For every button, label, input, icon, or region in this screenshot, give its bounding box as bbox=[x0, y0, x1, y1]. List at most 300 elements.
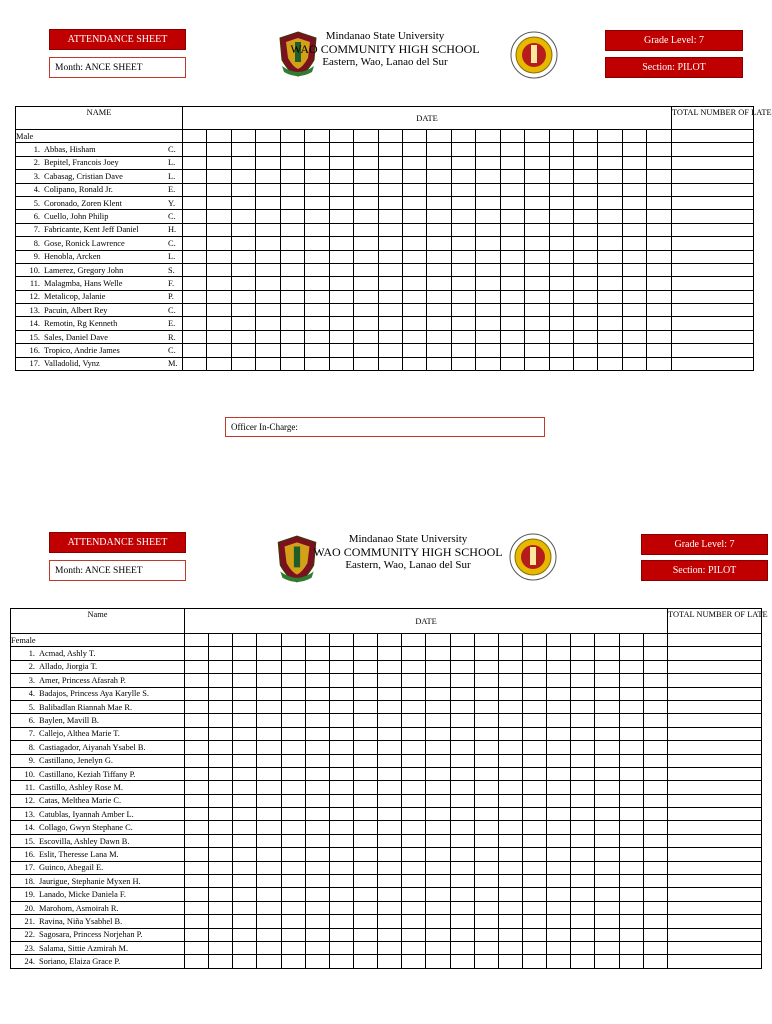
date-cell[interactable] bbox=[574, 223, 598, 236]
date-cell[interactable] bbox=[402, 357, 426, 370]
date-cell[interactable] bbox=[256, 210, 280, 223]
date-cell[interactable] bbox=[451, 357, 475, 370]
date-cell[interactable] bbox=[281, 727, 305, 740]
total-cell[interactable] bbox=[671, 330, 753, 343]
date-cell[interactable] bbox=[595, 901, 619, 914]
date-cell[interactable] bbox=[281, 794, 305, 807]
date-cell[interactable] bbox=[549, 223, 573, 236]
date-cell[interactable] bbox=[353, 821, 377, 834]
date-cell[interactable] bbox=[571, 727, 595, 740]
date-cell[interactable] bbox=[402, 344, 426, 357]
date-cell[interactable] bbox=[643, 834, 667, 847]
date-cell[interactable] bbox=[522, 834, 546, 847]
date-cell[interactable] bbox=[643, 647, 667, 660]
date-cell[interactable] bbox=[280, 250, 304, 263]
date-cell[interactable] bbox=[378, 915, 402, 928]
date-cell[interactable] bbox=[280, 183, 304, 196]
date-cell[interactable] bbox=[426, 888, 450, 901]
total-cell[interactable] bbox=[671, 237, 753, 250]
date-cell[interactable] bbox=[183, 156, 207, 169]
date-cell[interactable] bbox=[233, 928, 257, 941]
date-cell[interactable] bbox=[402, 767, 426, 780]
date-cell[interactable] bbox=[622, 156, 646, 169]
date-cell[interactable] bbox=[595, 808, 619, 821]
date-cell[interactable] bbox=[619, 781, 643, 794]
date-cell[interactable] bbox=[305, 130, 329, 143]
date-cell[interactable] bbox=[354, 210, 378, 223]
date-cell[interactable] bbox=[183, 223, 207, 236]
date-cell[interactable] bbox=[257, 861, 281, 874]
date-cell[interactable] bbox=[571, 794, 595, 807]
date-cell[interactable] bbox=[619, 714, 643, 727]
date-cell[interactable] bbox=[378, 344, 402, 357]
date-cell[interactable] bbox=[643, 767, 667, 780]
date-cell[interactable] bbox=[233, 674, 257, 687]
date-cell[interactable] bbox=[280, 357, 304, 370]
date-cell[interactable] bbox=[522, 634, 546, 647]
date-cell[interactable] bbox=[598, 344, 622, 357]
date-cell[interactable] bbox=[549, 250, 573, 263]
date-cell[interactable] bbox=[522, 928, 546, 941]
date-cell[interactable] bbox=[426, 915, 450, 928]
date-cell[interactable] bbox=[474, 821, 498, 834]
date-cell[interactable] bbox=[476, 130, 500, 143]
date-cell[interactable] bbox=[256, 344, 280, 357]
date-cell[interactable] bbox=[498, 754, 522, 767]
date-cell[interactable] bbox=[595, 700, 619, 713]
date-cell[interactable] bbox=[571, 647, 595, 660]
date-cell[interactable] bbox=[209, 674, 233, 687]
date-cell[interactable] bbox=[450, 714, 474, 727]
date-cell[interactable] bbox=[280, 170, 304, 183]
date-cell[interactable] bbox=[500, 290, 524, 303]
date-cell[interactable] bbox=[185, 941, 209, 954]
date-cell[interactable] bbox=[547, 794, 571, 807]
date-cell[interactable] bbox=[647, 357, 672, 370]
date-cell[interactable] bbox=[525, 304, 549, 317]
date-cell[interactable] bbox=[498, 767, 522, 780]
date-cell[interactable] bbox=[643, 915, 667, 928]
date-cell[interactable] bbox=[402, 848, 426, 861]
date-cell[interactable] bbox=[378, 941, 402, 954]
date-cell[interactable] bbox=[233, 955, 257, 968]
date-cell[interactable] bbox=[280, 210, 304, 223]
date-cell[interactable] bbox=[547, 741, 571, 754]
date-cell[interactable] bbox=[571, 660, 595, 673]
date-cell[interactable] bbox=[547, 674, 571, 687]
date-cell[interactable] bbox=[500, 196, 524, 209]
date-cell[interactable] bbox=[476, 223, 500, 236]
date-cell[interactable] bbox=[622, 223, 646, 236]
date-cell[interactable] bbox=[402, 727, 426, 740]
date-cell[interactable] bbox=[571, 834, 595, 847]
date-cell[interactable] bbox=[595, 714, 619, 727]
date-cell[interactable] bbox=[619, 794, 643, 807]
date-cell[interactable] bbox=[353, 794, 377, 807]
total-cell[interactable] bbox=[668, 834, 762, 847]
date-cell[interactable] bbox=[595, 915, 619, 928]
date-cell[interactable] bbox=[231, 130, 255, 143]
date-cell[interactable] bbox=[378, 634, 402, 647]
date-cell[interactable] bbox=[451, 183, 475, 196]
date-cell[interactable] bbox=[329, 727, 353, 740]
date-cell[interactable] bbox=[451, 143, 475, 156]
date-cell[interactable] bbox=[643, 901, 667, 914]
date-cell[interactable] bbox=[207, 130, 231, 143]
date-cell[interactable] bbox=[329, 277, 353, 290]
date-cell[interactable] bbox=[281, 901, 305, 914]
date-cell[interactable] bbox=[643, 727, 667, 740]
date-cell[interactable] bbox=[257, 687, 281, 700]
date-cell[interactable] bbox=[547, 767, 571, 780]
date-cell[interactable] bbox=[329, 660, 353, 673]
date-cell[interactable] bbox=[474, 781, 498, 794]
date-cell[interactable] bbox=[427, 344, 451, 357]
date-cell[interactable] bbox=[426, 928, 450, 941]
date-cell[interactable] bbox=[233, 848, 257, 861]
date-cell[interactable] bbox=[595, 767, 619, 780]
date-cell[interactable] bbox=[257, 781, 281, 794]
date-cell[interactable] bbox=[353, 901, 377, 914]
date-cell[interactable] bbox=[500, 143, 524, 156]
date-cell[interactable] bbox=[476, 277, 500, 290]
date-cell[interactable] bbox=[305, 794, 329, 807]
date-cell[interactable] bbox=[450, 700, 474, 713]
date-cell[interactable] bbox=[183, 143, 207, 156]
date-cell[interactable] bbox=[257, 821, 281, 834]
date-cell[interactable] bbox=[354, 223, 378, 236]
date-cell[interactable] bbox=[500, 330, 524, 343]
date-cell[interactable] bbox=[525, 317, 549, 330]
date-cell[interactable] bbox=[207, 156, 231, 169]
date-cell[interactable] bbox=[498, 861, 522, 874]
total-cell[interactable] bbox=[671, 130, 753, 143]
date-cell[interactable] bbox=[353, 808, 377, 821]
date-cell[interactable] bbox=[281, 741, 305, 754]
date-cell[interactable] bbox=[185, 808, 209, 821]
date-cell[interactable] bbox=[451, 223, 475, 236]
date-cell[interactable] bbox=[257, 928, 281, 941]
date-cell[interactable] bbox=[281, 714, 305, 727]
date-cell[interactable] bbox=[619, 687, 643, 700]
date-cell[interactable] bbox=[522, 848, 546, 861]
date-cell[interactable] bbox=[498, 727, 522, 740]
date-cell[interactable] bbox=[329, 915, 353, 928]
date-cell[interactable] bbox=[402, 754, 426, 767]
date-cell[interactable] bbox=[525, 237, 549, 250]
date-cell[interactable] bbox=[498, 848, 522, 861]
date-cell[interactable] bbox=[402, 941, 426, 954]
date-cell[interactable] bbox=[476, 344, 500, 357]
date-cell[interactable] bbox=[574, 330, 598, 343]
date-cell[interactable] bbox=[329, 196, 353, 209]
date-cell[interactable] bbox=[353, 915, 377, 928]
date-cell[interactable] bbox=[574, 196, 598, 209]
total-cell[interactable] bbox=[668, 727, 762, 740]
date-cell[interactable] bbox=[354, 183, 378, 196]
date-cell[interactable] bbox=[595, 848, 619, 861]
date-cell[interactable] bbox=[595, 928, 619, 941]
date-cell[interactable] bbox=[378, 130, 402, 143]
date-cell[interactable] bbox=[571, 687, 595, 700]
date-cell[interactable] bbox=[522, 888, 546, 901]
date-cell[interactable] bbox=[595, 741, 619, 754]
total-cell[interactable] bbox=[668, 767, 762, 780]
date-cell[interactable] bbox=[329, 143, 353, 156]
date-cell[interactable] bbox=[426, 714, 450, 727]
date-cell[interactable] bbox=[209, 700, 233, 713]
date-cell[interactable] bbox=[547, 634, 571, 647]
date-cell[interactable] bbox=[329, 634, 353, 647]
date-cell[interactable] bbox=[498, 875, 522, 888]
date-cell[interactable] bbox=[353, 834, 377, 847]
date-cell[interactable] bbox=[281, 928, 305, 941]
date-cell[interactable] bbox=[281, 875, 305, 888]
date-cell[interactable] bbox=[354, 290, 378, 303]
date-cell[interactable] bbox=[498, 781, 522, 794]
date-cell[interactable] bbox=[643, 955, 667, 968]
date-cell[interactable] bbox=[402, 700, 426, 713]
date-cell[interactable] bbox=[233, 714, 257, 727]
date-cell[interactable] bbox=[622, 130, 646, 143]
date-cell[interactable] bbox=[500, 304, 524, 317]
date-cell[interactable] bbox=[525, 263, 549, 276]
date-cell[interactable] bbox=[474, 767, 498, 780]
date-cell[interactable] bbox=[474, 941, 498, 954]
date-cell[interactable] bbox=[427, 263, 451, 276]
date-cell[interactable] bbox=[647, 210, 672, 223]
date-cell[interactable] bbox=[231, 183, 255, 196]
date-cell[interactable] bbox=[574, 143, 598, 156]
date-cell[interactable] bbox=[402, 170, 426, 183]
date-cell[interactable] bbox=[305, 821, 329, 834]
date-cell[interactable] bbox=[474, 674, 498, 687]
date-cell[interactable] bbox=[474, 714, 498, 727]
total-cell[interactable] bbox=[668, 915, 762, 928]
date-cell[interactable] bbox=[498, 901, 522, 914]
date-cell[interactable] bbox=[207, 223, 231, 236]
date-cell[interactable] bbox=[305, 660, 329, 673]
date-cell[interactable] bbox=[450, 634, 474, 647]
date-cell[interactable] bbox=[598, 210, 622, 223]
date-cell[interactable] bbox=[256, 357, 280, 370]
date-cell[interactable] bbox=[280, 277, 304, 290]
date-cell[interactable] bbox=[549, 170, 573, 183]
date-cell[interactable] bbox=[547, 875, 571, 888]
date-cell[interactable] bbox=[525, 250, 549, 263]
date-cell[interactable] bbox=[622, 196, 646, 209]
date-cell[interactable] bbox=[256, 290, 280, 303]
date-cell[interactable] bbox=[522, 955, 546, 968]
date-cell[interactable] bbox=[571, 888, 595, 901]
date-cell[interactable] bbox=[378, 330, 402, 343]
date-cell[interactable] bbox=[231, 263, 255, 276]
date-cell[interactable] bbox=[647, 170, 672, 183]
date-cell[interactable] bbox=[426, 660, 450, 673]
date-cell[interactable] bbox=[329, 888, 353, 901]
date-cell[interactable] bbox=[426, 687, 450, 700]
date-cell[interactable] bbox=[547, 687, 571, 700]
date-cell[interactable] bbox=[281, 915, 305, 928]
date-cell[interactable] bbox=[378, 357, 402, 370]
date-cell[interactable] bbox=[622, 183, 646, 196]
date-cell[interactable] bbox=[647, 344, 672, 357]
date-cell[interactable] bbox=[257, 674, 281, 687]
total-cell[interactable] bbox=[671, 263, 753, 276]
total-cell[interactable] bbox=[671, 223, 753, 236]
date-cell[interactable] bbox=[305, 304, 329, 317]
total-cell[interactable] bbox=[671, 357, 753, 370]
date-cell[interactable] bbox=[329, 754, 353, 767]
date-cell[interactable] bbox=[598, 263, 622, 276]
date-cell[interactable] bbox=[522, 861, 546, 874]
total-cell[interactable] bbox=[671, 250, 753, 263]
date-cell[interactable] bbox=[574, 237, 598, 250]
date-cell[interactable] bbox=[450, 821, 474, 834]
date-cell[interactable] bbox=[619, 741, 643, 754]
date-cell[interactable] bbox=[522, 901, 546, 914]
date-cell[interactable] bbox=[427, 250, 451, 263]
date-cell[interactable] bbox=[647, 156, 672, 169]
date-cell[interactable] bbox=[643, 741, 667, 754]
date-cell[interactable] bbox=[353, 700, 377, 713]
date-cell[interactable] bbox=[476, 357, 500, 370]
date-cell[interactable] bbox=[571, 714, 595, 727]
date-cell[interactable] bbox=[353, 888, 377, 901]
date-cell[interactable] bbox=[450, 941, 474, 954]
total-cell[interactable] bbox=[671, 277, 753, 290]
date-cell[interactable] bbox=[256, 304, 280, 317]
date-cell[interactable] bbox=[525, 290, 549, 303]
date-cell[interactable] bbox=[402, 781, 426, 794]
date-cell[interactable] bbox=[643, 821, 667, 834]
date-cell[interactable] bbox=[256, 223, 280, 236]
date-cell[interactable] bbox=[378, 875, 402, 888]
date-cell[interactable] bbox=[474, 754, 498, 767]
total-cell[interactable] bbox=[671, 183, 753, 196]
date-cell[interactable] bbox=[547, 821, 571, 834]
date-cell[interactable] bbox=[498, 660, 522, 673]
date-cell[interactable] bbox=[378, 674, 402, 687]
date-cell[interactable] bbox=[498, 821, 522, 834]
date-cell[interactable] bbox=[619, 647, 643, 660]
date-cell[interactable] bbox=[233, 727, 257, 740]
date-cell[interactable] bbox=[647, 330, 672, 343]
date-cell[interactable] bbox=[257, 754, 281, 767]
date-cell[interactable] bbox=[256, 156, 280, 169]
date-cell[interactable] bbox=[598, 170, 622, 183]
date-cell[interactable] bbox=[498, 915, 522, 928]
date-cell[interactable] bbox=[207, 304, 231, 317]
date-cell[interactable] bbox=[476, 196, 500, 209]
date-cell[interactable] bbox=[426, 955, 450, 968]
date-cell[interactable] bbox=[185, 727, 209, 740]
date-cell[interactable] bbox=[231, 304, 255, 317]
date-cell[interactable] bbox=[280, 130, 304, 143]
date-cell[interactable] bbox=[207, 357, 231, 370]
date-cell[interactable] bbox=[643, 794, 667, 807]
date-cell[interactable] bbox=[281, 955, 305, 968]
date-cell[interactable] bbox=[207, 183, 231, 196]
date-cell[interactable] bbox=[231, 250, 255, 263]
date-cell[interactable] bbox=[647, 130, 672, 143]
date-cell[interactable] bbox=[402, 223, 426, 236]
date-cell[interactable] bbox=[378, 210, 402, 223]
date-cell[interactable] bbox=[598, 250, 622, 263]
date-cell[interactable] bbox=[574, 304, 598, 317]
date-cell[interactable] bbox=[209, 955, 233, 968]
date-cell[interactable] bbox=[378, 250, 402, 263]
date-cell[interactable] bbox=[280, 237, 304, 250]
date-cell[interactable] bbox=[450, 928, 474, 941]
date-cell[interactable] bbox=[547, 861, 571, 874]
date-cell[interactable] bbox=[207, 330, 231, 343]
date-cell[interactable] bbox=[622, 143, 646, 156]
date-cell[interactable] bbox=[595, 674, 619, 687]
date-cell[interactable] bbox=[281, 861, 305, 874]
date-cell[interactable] bbox=[281, 888, 305, 901]
date-cell[interactable] bbox=[233, 660, 257, 673]
date-cell[interactable] bbox=[280, 304, 304, 317]
date-cell[interactable] bbox=[622, 357, 646, 370]
date-cell[interactable] bbox=[209, 901, 233, 914]
date-cell[interactable] bbox=[598, 196, 622, 209]
date-cell[interactable] bbox=[474, 928, 498, 941]
date-cell[interactable] bbox=[329, 250, 353, 263]
date-cell[interactable] bbox=[305, 741, 329, 754]
total-cell[interactable] bbox=[668, 674, 762, 687]
date-cell[interactable] bbox=[498, 634, 522, 647]
date-cell[interactable] bbox=[474, 660, 498, 673]
date-cell[interactable] bbox=[522, 941, 546, 954]
date-cell[interactable] bbox=[476, 143, 500, 156]
date-cell[interactable] bbox=[329, 647, 353, 660]
date-cell[interactable] bbox=[622, 210, 646, 223]
date-cell[interactable] bbox=[598, 223, 622, 236]
date-cell[interactable] bbox=[522, 687, 546, 700]
date-cell[interactable] bbox=[329, 794, 353, 807]
date-cell[interactable] bbox=[571, 861, 595, 874]
date-cell[interactable] bbox=[476, 170, 500, 183]
date-cell[interactable] bbox=[281, 821, 305, 834]
date-cell[interactable] bbox=[643, 754, 667, 767]
date-cell[interactable] bbox=[571, 848, 595, 861]
date-cell[interactable] bbox=[257, 901, 281, 914]
date-cell[interactable] bbox=[647, 196, 672, 209]
total-cell[interactable] bbox=[668, 955, 762, 968]
date-cell[interactable] bbox=[378, 223, 402, 236]
date-cell[interactable] bbox=[280, 143, 304, 156]
date-cell[interactable] bbox=[209, 794, 233, 807]
date-cell[interactable] bbox=[257, 808, 281, 821]
date-cell[interactable] bbox=[233, 888, 257, 901]
date-cell[interactable] bbox=[450, 674, 474, 687]
date-cell[interactable] bbox=[378, 183, 402, 196]
date-cell[interactable] bbox=[185, 767, 209, 780]
date-cell[interactable] bbox=[547, 955, 571, 968]
date-cell[interactable] bbox=[183, 317, 207, 330]
date-cell[interactable] bbox=[598, 317, 622, 330]
date-cell[interactable] bbox=[257, 941, 281, 954]
date-cell[interactable] bbox=[209, 767, 233, 780]
date-cell[interactable] bbox=[574, 210, 598, 223]
date-cell[interactable] bbox=[498, 700, 522, 713]
date-cell[interactable] bbox=[451, 304, 475, 317]
date-cell[interactable] bbox=[378, 781, 402, 794]
date-cell[interactable] bbox=[185, 901, 209, 914]
date-cell[interactable] bbox=[522, 808, 546, 821]
date-cell[interactable] bbox=[595, 794, 619, 807]
